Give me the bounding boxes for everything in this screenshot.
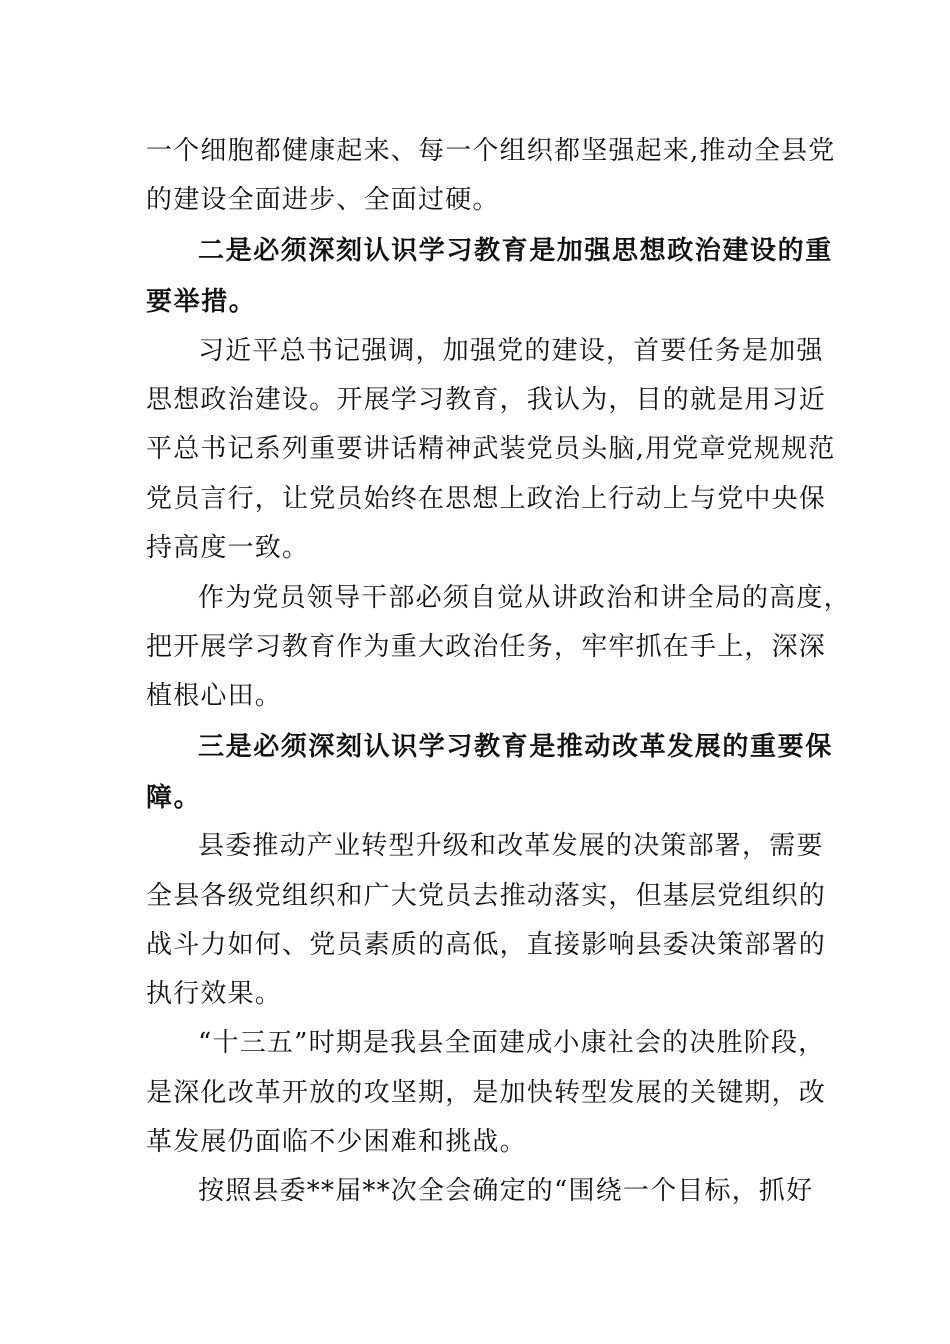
body-text-line: 是深化改革开放的攻坚期，是加快转型发展的关键期，改	[146, 1078, 827, 1108]
body-text-line: 思想政治建设。开展学习教育，我认为，目的就是用习近	[146, 385, 827, 415]
body-text-line: 作为党员领导干部必须自觉从讲政治和讲全局的高度，	[198, 583, 851, 613]
body-text-line: 一个细胞都健康起来、每一个组织都坚强起来,推动全县党	[146, 136, 836, 166]
body-text-line: 执行效果。	[146, 979, 283, 1009]
body-text-line: 按照县委**届**次全会确定的“围绕一个目标，抓好	[198, 1176, 814, 1206]
body-text-line: 战斗力如何、党员素质的高低，直接影响县委决策部署的	[146, 930, 827, 960]
section-heading-line: 二是必须深刻认识学习教育是加强思想政治建设的重	[198, 236, 833, 266]
section-heading-line: 要举措。	[146, 287, 257, 317]
body-text-line: 的建设全面进步、全面过硬。	[146, 185, 500, 215]
body-text-line: 平总书记系列重要讲话精神武装党员头脑,用党章党规规范	[146, 434, 836, 464]
body-text-line: 革发展仍面临不少困难和挑战。	[146, 1127, 527, 1157]
body-text-line: 植根心田。	[146, 681, 283, 711]
body-text-line: 把开展学习教育作为重大政治任务，牢牢抓在手上，深深	[146, 632, 827, 662]
section-heading-line: 障。	[146, 783, 202, 813]
body-text-line: 全县各级党组织和广大党员去推动落实，但基层党组织的	[146, 881, 827, 911]
body-text-line: “十三五”时期是我县全面建成小康社会的决胜阶段，	[198, 1028, 826, 1058]
section-heading-line: 三是必须深刻认识学习教育是推动改革发展的重要保	[198, 732, 833, 762]
body-text-line: 习近平总书记强调，加强党的建设，首要任务是加强	[198, 336, 824, 366]
body-text-line: 党员言行，让党员始终在思想上政治上行动上与党中央保	[146, 484, 827, 514]
body-text-line: 县委推动产业转型升级和改革发展的决策部署，需要	[198, 831, 824, 861]
body-text-line: 持高度一致。	[146, 533, 310, 563]
